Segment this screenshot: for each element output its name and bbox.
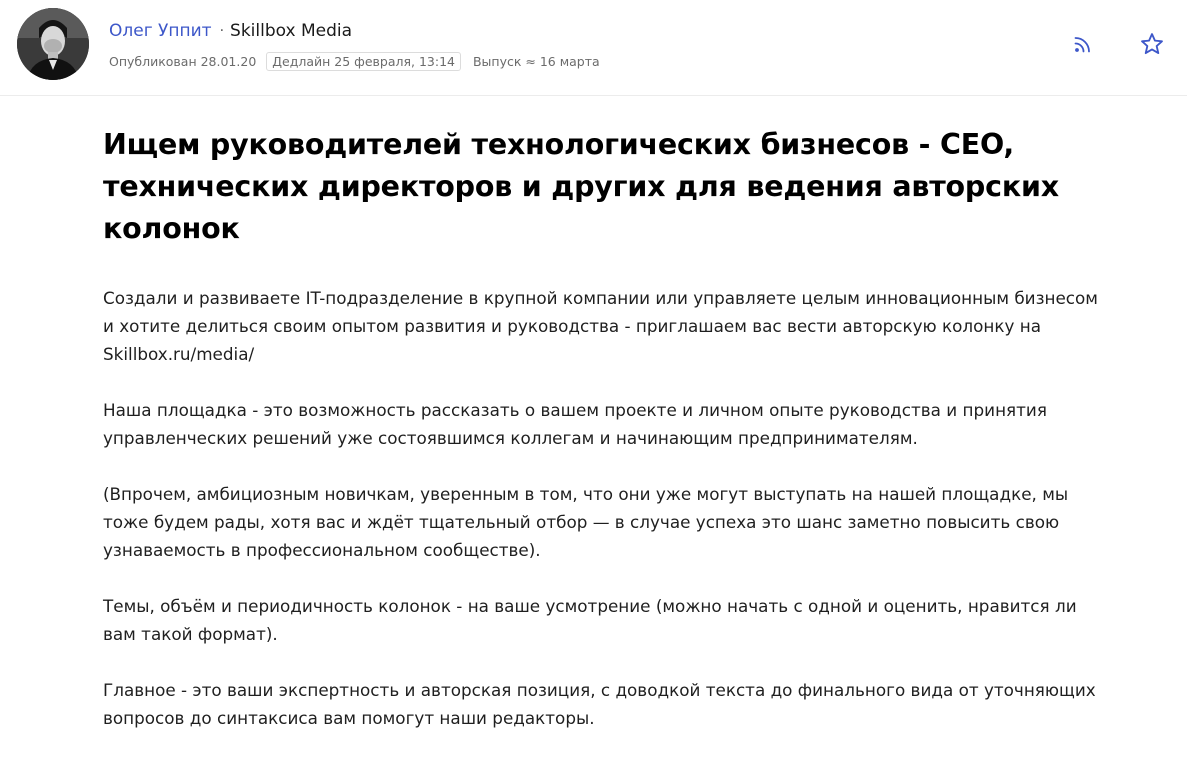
publisher-link[interactable]: Skillbox Media: [230, 21, 353, 41]
article-paragraph-3: (Впрочем, амбициозным новичкам, уверенным в том, что они уже могут выступать на нашей площадке, мы тоже будем рады, хотя вас и ждёт тщательный отбор — в случае успеха это шанс заметно повысить свою узнаваемость в профессиональном сообществе).: [103, 484, 1069, 560]
post-header: [0, 0, 1187, 96]
favorite-button[interactable]: [1138, 30, 1166, 58]
avatar-photo: [17, 8, 89, 80]
rss-icon: [1072, 33, 1094, 55]
article-paragraph-1: Создали и развиваете IT-подразделение в крупной компании или управляете целым инновационным бизнесом и хотите делиться своим опытом развития и руководства - приглашаем вас вести авторскую колонку на Skillbox.ru/media/: [103, 288, 1098, 364]
subscribe-rss-button[interactable]: [1069, 30, 1097, 58]
article-body: [103, 124, 1103, 760]
article-paragraph-5: Главное - это ваши экспертность и авторская позиция, с доводкой текста до финального вида от уточняющих вопросов до синтаксиса вам помогут наши редакторы.: [103, 680, 1096, 728]
separator-dot: ·: [219, 23, 225, 39]
author-name-link[interactable]: Олег Уппит: [109, 21, 212, 41]
deadline-badge: Дедлайн 25 февраля, 13:14: [266, 52, 461, 71]
issue-date: Выпуск ≈ 16 марта: [472, 53, 600, 69]
published-date: Опубликован 28.01.20: [109, 53, 257, 69]
author-line: [109, 20, 352, 42]
article-title: Ищем руководителей технологических бизнесов - CEO, технических директоров и других для ведения авторских колонок: [103, 128, 1059, 245]
star-icon: [1139, 31, 1165, 57]
article-paragraph-4: Темы, объём и периодичность колонок - на ваше усмотрение (можно начать с одной и оценить, нравится ли вам такой формат).: [103, 596, 1077, 644]
article-paragraph-2: Наша площадка - это возможность рассказать о вашем проекте и личном опыте руководства и принятия управленческих решений уже состоявшимся коллегам и начинающим предпринимателям.: [103, 400, 1047, 448]
post-meta: [109, 51, 600, 71]
author-avatar[interactable]: [17, 8, 89, 80]
